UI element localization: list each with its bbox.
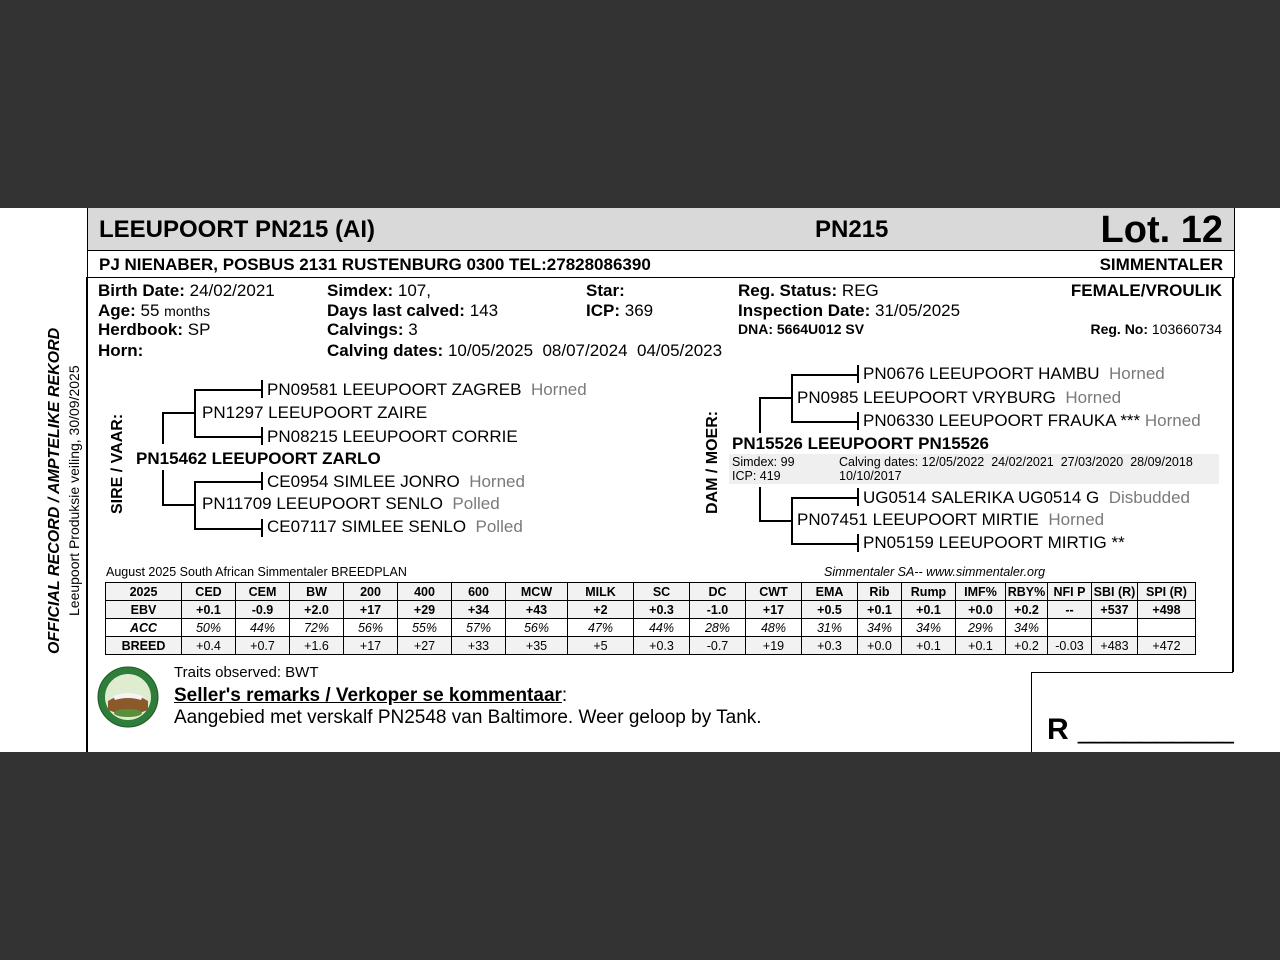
breedplan-cell: +29 <box>398 601 452 619</box>
breedplan-cell: 56% <box>506 619 568 637</box>
breedplan-cell: +17 <box>344 637 398 655</box>
tree-line <box>857 534 859 552</box>
breedplan-cell: 57% <box>452 619 506 637</box>
remarks-heading: Seller's remarks / Verkoper se kommentaar: <box>174 685 568 706</box>
sire-dam: PN11709 LEEUPOORT SENLO Polled <box>202 494 500 513</box>
star-label: Star: <box>586 281 625 300</box>
breedplan-cell: +0.0 <box>956 601 1006 619</box>
reg-number: Reg. No: 103660734 <box>1090 321 1222 337</box>
breedplan-cell: +0.1 <box>902 637 956 655</box>
breedplan-cell: +498 <box>1138 601 1196 619</box>
breeder-bar <box>87 251 1235 278</box>
tree-line <box>162 412 164 444</box>
breedplan-cell: +27 <box>398 637 452 655</box>
dam-sire-dam: PN06330 LEEUPOORT FRAUKA *** Horned <box>863 411 1201 430</box>
tree-line <box>857 412 859 430</box>
tree-line <box>162 504 194 506</box>
sire-sire: PN1297 LEEUPOORT ZAIRE <box>202 403 428 422</box>
dam-icp: ICP: 419 <box>732 469 781 483</box>
breedplan-cell <box>1048 619 1092 637</box>
breedplan-cell: +43 <box>506 601 568 619</box>
breedplan-cell: 55% <box>398 619 452 637</box>
dam-calving-dates: Calving dates: 12/05/2022 24/02/2021 27/03/2020 28/09/2018 <box>839 455 1193 469</box>
breedplan-cell: -0.03 <box>1048 637 1092 655</box>
tree-line <box>759 397 761 433</box>
sire-name: PN15462 LEEUPOORT ZARLO <box>136 449 381 468</box>
breedplan-cell: BREED <box>106 637 182 655</box>
breedplan-cell: +0.1 <box>956 637 1006 655</box>
breedplan-cell: +35 <box>506 637 568 655</box>
breedplan-cell: -0.7 <box>690 637 746 655</box>
breedplan-cell: MILK <box>568 583 634 601</box>
breedplan-cell: +5 <box>568 637 634 655</box>
breedplan-breed-row <box>106 637 1196 655</box>
breedplan-cell: SBI (R) <box>1092 583 1138 601</box>
tree-line <box>194 528 262 530</box>
breedplan-cell: SPI (R) <box>1138 583 1196 601</box>
inspection-date: Inspection Date: 31/05/2025 <box>738 301 961 320</box>
lot-number: Lot. 12 <box>1100 209 1223 251</box>
tree-line <box>194 389 262 391</box>
tree-line <box>791 543 858 545</box>
breedplan-cell: +537 <box>1092 601 1138 619</box>
sire-label: SIRE / VAAR: <box>109 413 126 514</box>
sire-dam-dam: CE07117 SIMLEE SENLO Polled <box>267 517 523 536</box>
header-bar <box>87 208 1235 251</box>
sire-sire-sire: PN09581 LEEUPOORT ZAGREB Horned <box>267 380 587 399</box>
breedplan-cell: +0.3 <box>634 637 690 655</box>
tree-line <box>162 470 164 504</box>
tree-line <box>759 397 791 399</box>
breedplan-cell: CWT <box>746 583 802 601</box>
tree-line <box>261 519 263 537</box>
breedplan-table <box>105 582 1196 655</box>
breedplan-cell: -0.9 <box>236 601 290 619</box>
dam-dam-dam: PN05159 LEEUPOORT MIRTIG ** <box>863 533 1125 552</box>
horn-label: Horn: <box>98 341 144 360</box>
breedplan-cell: ACC <box>106 619 182 637</box>
breedplan-cell: +17 <box>344 601 398 619</box>
calvings: Calvings: 3 <box>327 320 418 339</box>
tree-line <box>194 481 196 528</box>
breedplan-cell: +0.2 <box>1006 637 1048 655</box>
breedplan-cell: +0.1 <box>858 601 902 619</box>
herdbook: Herdbook: SP <box>98 320 211 339</box>
breedplan-cell: +17 <box>746 601 802 619</box>
breedplan-cell: 600 <box>452 583 506 601</box>
dam-dam: PN07451 LEEUPOORT MIRTIE Horned <box>797 510 1105 529</box>
breedplan-cell: EBV <box>106 601 182 619</box>
breed-name: SIMMENTALER <box>1099 255 1223 274</box>
breedplan-cell: 400 <box>398 583 452 601</box>
reg-status: Reg. Status: REG <box>738 281 879 300</box>
tree-line <box>261 380 263 398</box>
traits-observed: Traits observed: BWT <box>174 664 319 681</box>
breedplan-cell: +0.1 <box>182 601 236 619</box>
tree-line <box>261 427 263 445</box>
simmentaler-logo <box>97 666 159 728</box>
breedplan-cell: 29% <box>956 619 1006 637</box>
simdex: Simdex: 107, <box>327 281 431 300</box>
breedplan-cell <box>1092 619 1138 637</box>
breedplan-cell: IMF% <box>956 583 1006 601</box>
lot-card <box>0 208 1280 752</box>
breedplan-cell: Rump <box>902 583 956 601</box>
sex: FEMALE/VROULIK <box>1070 281 1222 300</box>
dam-info-box <box>729 454 1219 484</box>
calving-dates: Calving dates: 10/05/2025 08/07/2024 04/05/2023 <box>327 341 723 360</box>
tree-line <box>791 497 793 543</box>
dam-label: DAM / MOER: <box>704 410 721 514</box>
breedplan-cell: +0.7 <box>236 637 290 655</box>
breedplan-cell: +0.1 <box>902 601 956 619</box>
breedplan-cell: 28% <box>690 619 746 637</box>
breedplan-cell: SC <box>634 583 690 601</box>
breedplan-cell: +34 <box>452 601 506 619</box>
tree-line <box>194 481 262 483</box>
breedplan-cell: EMA <box>802 583 858 601</box>
breedplan-cell: 50% <box>182 619 236 637</box>
breedplan-cell: DC <box>690 583 746 601</box>
breedplan-cell: 48% <box>746 619 802 637</box>
tree-line <box>194 436 262 438</box>
animal-tag: PN215 <box>815 216 889 243</box>
tree-line <box>759 487 761 520</box>
breedplan-title: August 2025 South African Simmentaler BREEDPLAN <box>106 565 407 579</box>
breedplan-cell: -1.0 <box>690 601 746 619</box>
breedplan-cell: +0.4 <box>182 637 236 655</box>
breedplan-cell: +0.5 <box>802 601 858 619</box>
breedplan-cell: 34% <box>1006 619 1048 637</box>
breedplan-header-row <box>106 583 1196 601</box>
breedplan-cell: MCW <box>506 583 568 601</box>
breedplan-cell: +33 <box>452 637 506 655</box>
breedplan-ebv-row <box>106 601 1196 619</box>
tree-line <box>194 389 196 436</box>
breedplan-source: Simmentaler SA-- www.simmentaler.org <box>824 565 1046 579</box>
breedplan-cell: 2025 <box>106 583 182 601</box>
breedplan-cell: +1.6 <box>290 637 344 655</box>
tree-line <box>791 374 793 421</box>
sire-sire-dam: PN08215 LEEUPOORT CORRIE <box>267 427 518 446</box>
sire-dam-sire: CE0954 SIMLEE JONRO Horned <box>267 472 525 491</box>
price-blank[interactable]: __________ <box>1078 713 1234 744</box>
breedplan-cell <box>1138 619 1196 637</box>
price-box <box>1031 672 1233 752</box>
breedplan-cell: +0.0 <box>858 637 902 655</box>
breedplan-cell: 47% <box>568 619 634 637</box>
dam-name: PN15526 LEEUPOORT PN15526 <box>732 434 990 453</box>
breedplan-cell: RBY% <box>1006 583 1048 601</box>
tree-line <box>857 365 859 383</box>
breedplan-cell: NFI P <box>1048 583 1092 601</box>
breedplan-cell: Rib <box>858 583 902 601</box>
breedplan-cell: +483 <box>1092 637 1138 655</box>
breedplan-cell: 31% <box>802 619 858 637</box>
breedplan-cell: 56% <box>344 619 398 637</box>
price-currency: R <box>1047 713 1069 746</box>
breedplan-cell: +0.2 <box>1006 601 1048 619</box>
tree-line <box>162 412 194 414</box>
icp: ICP: 369 <box>586 301 654 320</box>
dam-simdex: Simdex: 99 <box>732 455 795 469</box>
breedplan-cell: 200 <box>344 583 398 601</box>
breedplan-cell: +472 <box>1138 637 1196 655</box>
breedplan-cell: CEM <box>236 583 290 601</box>
breedplan-cell: +2.0 <box>290 601 344 619</box>
breedplan-cell: 44% <box>634 619 690 637</box>
breedplan-cell: BW <box>290 583 344 601</box>
tree-line <box>791 374 858 376</box>
breedplan-cell: +0.3 <box>634 601 690 619</box>
breedplan-cell: +0.3 <box>802 637 858 655</box>
sale-label: Leeupoort Produksie veiling, 30/09/2025 <box>66 365 82 616</box>
breedplan-cell: +19 <box>746 637 802 655</box>
tree-line <box>857 488 859 506</box>
age: Age: 55 months <box>98 301 211 320</box>
left-border <box>86 277 88 752</box>
breedplan-cell: -- <box>1048 601 1092 619</box>
dam-dam-sire: UG0514 SALERIKA UG0514 G Disbudded <box>863 488 1190 507</box>
dam-sire-sire: PN0676 LEEUPOORT HAMBU Horned <box>863 364 1165 383</box>
breedplan-cell: 72% <box>290 619 344 637</box>
breedplan-acc-row <box>106 619 1196 637</box>
tree-line <box>791 497 858 499</box>
birth-date: Birth Date: 24/02/2021 <box>98 281 275 300</box>
breedplan-cell: 34% <box>858 619 902 637</box>
dam-calving-dates-2: 10/10/2017 <box>839 469 902 483</box>
tree-line <box>759 520 791 522</box>
breedplan-cell: +2 <box>568 601 634 619</box>
dna: DNA: 5664U012 SV <box>738 321 865 337</box>
tree-line <box>261 472 263 490</box>
breeder-info: PJ NIENABER, POSBUS 2131 RUSTENBURG 0300 TEL:27828086390 <box>99 255 651 274</box>
official-record-label: OFFICIAL RECORD / AMPTELIKE REKORD <box>46 327 63 654</box>
remarks-text: Aangebied met verskalf PN2548 van Baltimore. Weer geloop by Tank. <box>174 707 762 728</box>
animal-name: LEEUPOORT PN215 (AI) <box>99 216 376 243</box>
right-border <box>1232 277 1234 672</box>
breedplan-cell: 44% <box>236 619 290 637</box>
tree-line <box>791 421 858 423</box>
dam-sire: PN0985 LEEUPOORT VRYBURG Horned <box>797 388 1122 407</box>
breedplan-cell: CED <box>182 583 236 601</box>
breedplan-cell: 34% <box>902 619 956 637</box>
days-last-calved: Days last calved: 143 <box>327 301 499 320</box>
